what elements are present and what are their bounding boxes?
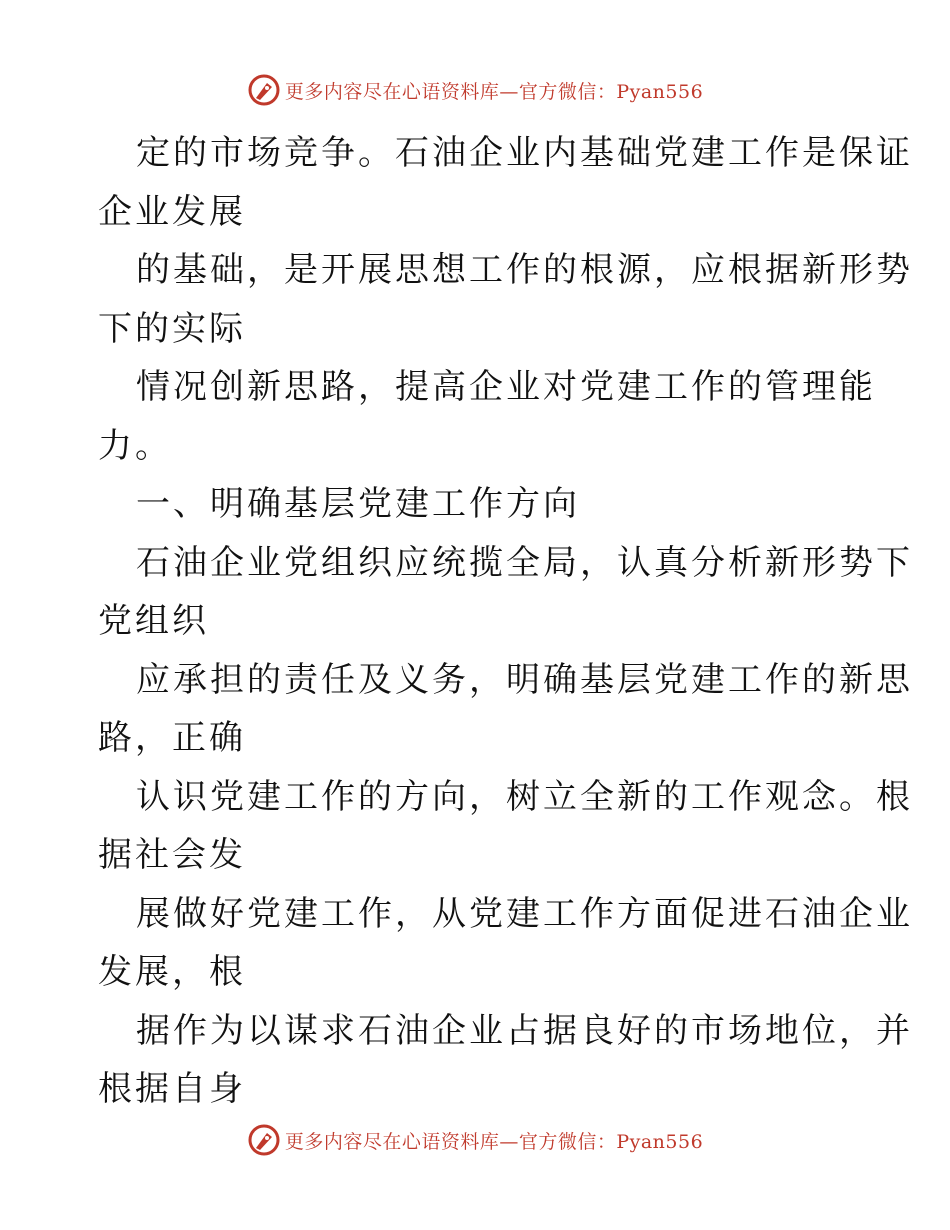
text-line: 据社会发	[98, 835, 246, 875]
pen-nib-icon	[247, 1123, 281, 1157]
footer-banner	[0, 1120, 950, 1160]
document-body	[98, 124, 913, 1119]
text-line: 力。	[98, 425, 172, 466]
header-banner	[0, 70, 950, 110]
text-line: 党组织	[98, 601, 209, 641]
text-line: 发展，根	[98, 952, 246, 992]
text-line: 展做好党建工作，从党建工作方面促进石油企业	[136, 893, 913, 934]
text-line: 认识党建工作的方向，树立全新的工作观念。根	[136, 776, 913, 817]
text-line: 企业发展	[98, 191, 246, 232]
text-line: 应承担的责任及义务，明确基层党建工作的新思	[136, 659, 913, 700]
text-line: 情况创新思路，提高企业对党建工作的管理能	[136, 367, 876, 407]
text-line: 定的市场竞争。石油企业内基础党建工作是保证	[136, 133, 913, 173]
footer-banner-text: 更多内容尽在心语资料库—官方微信：Pyan556	[284, 1130, 704, 1153]
text-line: 下的实际	[98, 308, 246, 349]
text-line: 据作为以谋求石油企业占据良好的市场地位，并	[136, 1010, 913, 1051]
text-line: 的基础，是开展思想工作的根源，应根据新形势	[136, 250, 913, 290]
text-line: 路，正确	[98, 718, 246, 758]
header-banner-text: 更多内容尽在心语资料库—官方微信：Pyan556	[284, 80, 704, 103]
pen-nib-icon	[247, 73, 281, 107]
section-heading: 一、明确基层党建工作方向	[136, 484, 580, 524]
text-line: 根据自身	[98, 1069, 246, 1109]
text-line: 石油企业党组织应统揽全局，认真分析新形势下	[136, 542, 913, 583]
